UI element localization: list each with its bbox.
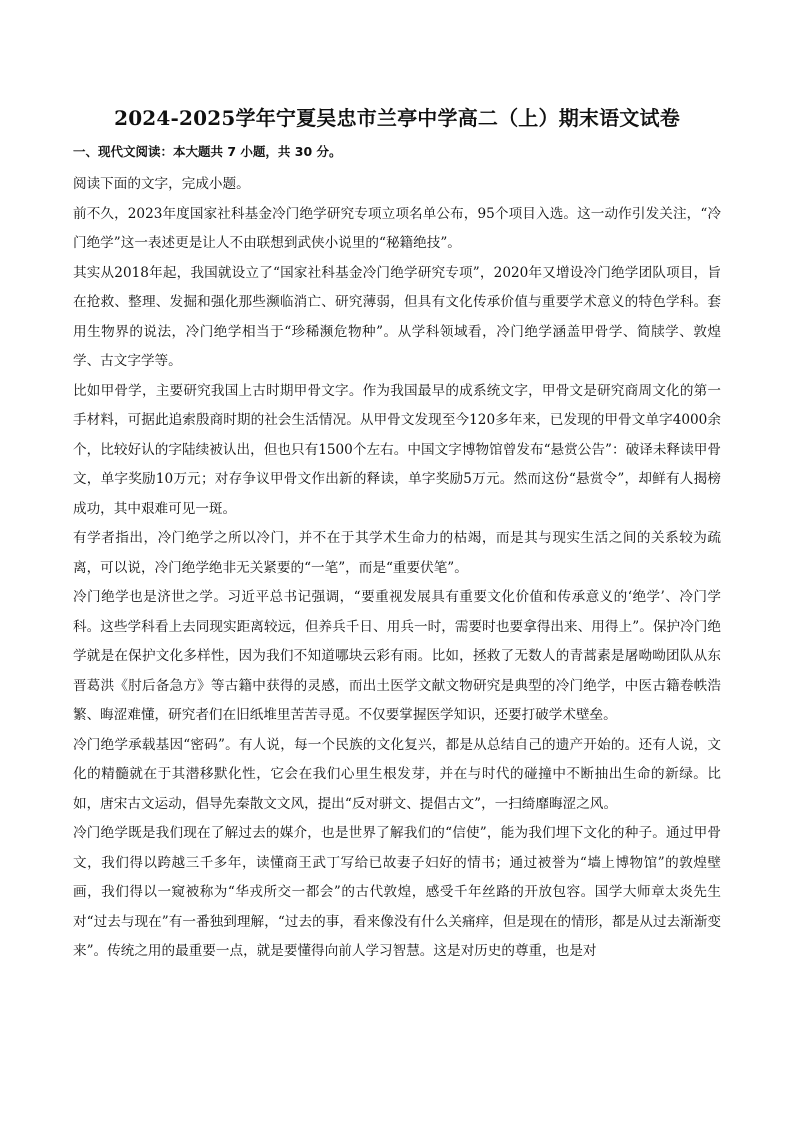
paragraph: 冷门绝学也是济世之学。习近平总书记强调，“要重视发展具有重要文化价值和传承意义的‘绝学’、冷门学科。这些学科看上去同现实距离较远，但养兵千日、用兵一时，需要时也要拿得出来、用得上”。保护冷门绝学就是在保护文化多样性，因为我们不知道哪块云彩有雨。比如，拯救了无数人的青蒿素是屠呦呦团队从东晋葛洪《肘后备急方》等古籍中获得的灵感，而出土医学文献文物研究是典型的冷门绝学，中医古籍卷帙浩繁、晦涩难懂，研究者们在旧纸堆里苦苦寻觅。不仅要掌握医学知识，还要打破学术壁垒。 [73, 589, 721, 723]
paragraph: 冷门绝学承载基因“密码”。有人说，每一个民族的文化复兴，都是从总结自己的遗产开始的。还有人说，文化的精髓就在于其潜移默化性，它会在我们心里生根发芽，并在与时代的碰撞中不断抽出生命的新绿。比如，唐宋古文运动，倡导先秦散文文风，提出“反对骈文、提倡古文”，一扫绮靡晦涩之风。 [73, 736, 721, 812]
page-title: 2024-2025学年宁夏吴忠市兰亭中学高二（上）期末语文试卷 [114, 106, 680, 130]
paragraph: 有学者指出，冷门绝学之所以冷门，并不在于其学术生命力的枯竭，而是其与现实生活之间的关系较为疏离，可以说，冷门绝学绝非无关紧要的“一笔”，而是“重要伏笔”。 [73, 530, 721, 576]
paragraph: 比如甲骨学，主要研究我国上古时期甲骨文字。作为我国最早的成系统文字，甲骨文是研究商周文化的第一手材料，可据此追索殷商时期的社会生活情况。从甲骨文发现至今120多年来，已发现的甲骨文单字4000余个，比较好认的字陆续被认出，但也只有1500个左右。中国文字博物馆曾发布“悬赏公告”：破译未释读甲骨文，单字奖励10万元；对存争议甲骨文作出新的释读，单字奖励5万元。然而这份“悬赏令”，却鲜有人揭榜成功，其中艰难可见一斑。 [73, 382, 721, 517]
paragraph-instruction: 阅读下面的文字，完成小题。 [73, 176, 250, 192]
paragraph: 其实从2018年起，我国就设立了“国家社科基金冷门绝学研究专项”，2020年又增设冷门绝学团队项目，旨在抢救、整理、发掘和强化那些濒临消亡、研究薄弱，但具有文化传承价值与重要学术意义的特色学科。套用生物界的说法，冷门绝学相当于“珍稀濒危物种”。从学科领域看，冷门绝学涵盖甲骨学、简牍学、敦煌学、古文字学等。 [73, 264, 721, 369]
paragraph: 前不久，2023年度国家社科基金冷门绝学研究专项立项名单公布，95个项目入选。这一动作引发关注，“冷门绝学”这一表述更是让人不由联想到武侠小说里的“秘籍绝技”。 [73, 205, 721, 251]
paragraph: 冷门绝学既是我们现在了解过去的媒介，也是世界了解我们的“信使”，能为我们埋下文化的种子。通过甲骨文，我们得以跨越三千多年，读懂商王武丁写给已故妻子妇好的情书；通过被誉为“墙上博物馆”的敦煌壁画，我们得以一窥被称为“华戎所交一都会”的古代敦煌，感受千年丝路的开放包容。国学大师章太炎先生对“过去与现在”有一番独到理解，“过去的事，看来像没有什么关痛痒，但是现在的情形，都是从过去渐渐变来”。传统之用的最重要一点，就是要懂得向前人学习智慧。这是对历史的尊重，也是对 [73, 825, 721, 959]
exam-page [73, 104, 721, 967]
section-heading: 一、现代文阅读：本大题共 7 小题，共 30 分。 [73, 144, 342, 159]
